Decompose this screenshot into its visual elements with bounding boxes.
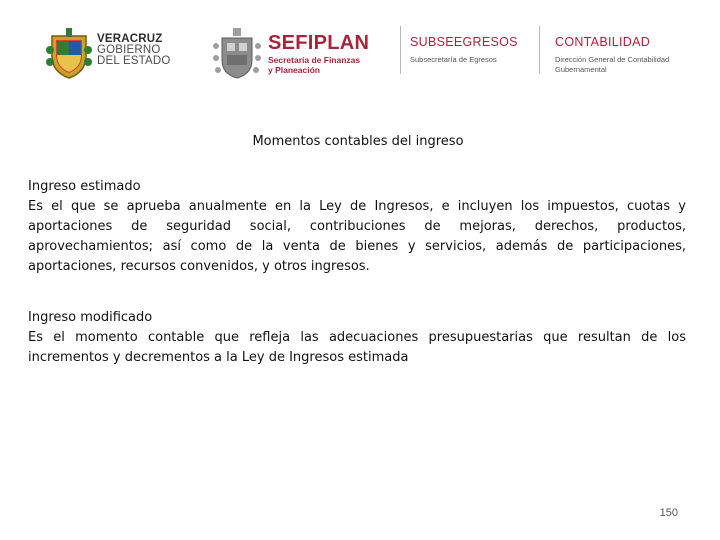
contabilidad-description-line-2: Gubernamental: [555, 65, 607, 74]
veracruz-wordmark: [97, 34, 171, 67]
veracruz-line-2: GOBIERNO: [97, 44, 161, 56]
sefiplan-subtitle-line-2: y Planeación: [268, 65, 320, 75]
section-heading: Ingreso modificado: [28, 310, 153, 325]
subsecretaria-description: Subsecretaría de Egresos: [410, 55, 497, 64]
subsecretaria-title: SUBSEEGRESOS: [410, 35, 518, 49]
section-ingreso-modificado: [28, 308, 686, 368]
sefiplan-title: SEFIPLAN: [268, 32, 370, 54]
contabilidad-title: CONTABILIDAD: [555, 35, 651, 49]
header-divider: [400, 26, 401, 74]
sefiplan-subtitle: [268, 55, 360, 75]
contabilidad-description-line-1: Dirección General de Contabilidad: [555, 55, 670, 64]
section-text: Es el que se aprueba anualmente en la Ley de Ingresos, e incluyen los impuestos, cuotas y aportaciones de seguridad social, contribuciones de mejoras, derechos, productos, aprovechamientos; así como de la venta de bienes y servicios, además de participaciones, aportaciones, recursos convenidos, y otros ingresos.: [28, 199, 686, 274]
section-text: Es el momento contable que refleja las adecuaciones presupuestarias que resultan de los incrementos y decrementos a la Ley de Ingresos estimada: [28, 330, 686, 365]
page-title: Momentos contables del ingreso: [252, 134, 464, 149]
veracruz-coat-of-arms-icon: [44, 26, 94, 80]
sefiplan-subtitle-line-1: Secretaría de Finanzas: [268, 55, 361, 65]
contabilidad-description: [555, 55, 669, 75]
header-divider: [539, 26, 540, 74]
veracruz-line-1: VERACRUZ: [97, 33, 163, 45]
section-heading: Ingreso estimado: [28, 179, 141, 194]
veracruz-line-3: DEL ESTADO: [97, 55, 171, 67]
sefiplan-emblem-icon: [212, 26, 262, 80]
header-logos: [0, 0, 720, 100]
section-ingreso-estimado: [28, 177, 686, 277]
page-number: 150: [659, 507, 678, 519]
